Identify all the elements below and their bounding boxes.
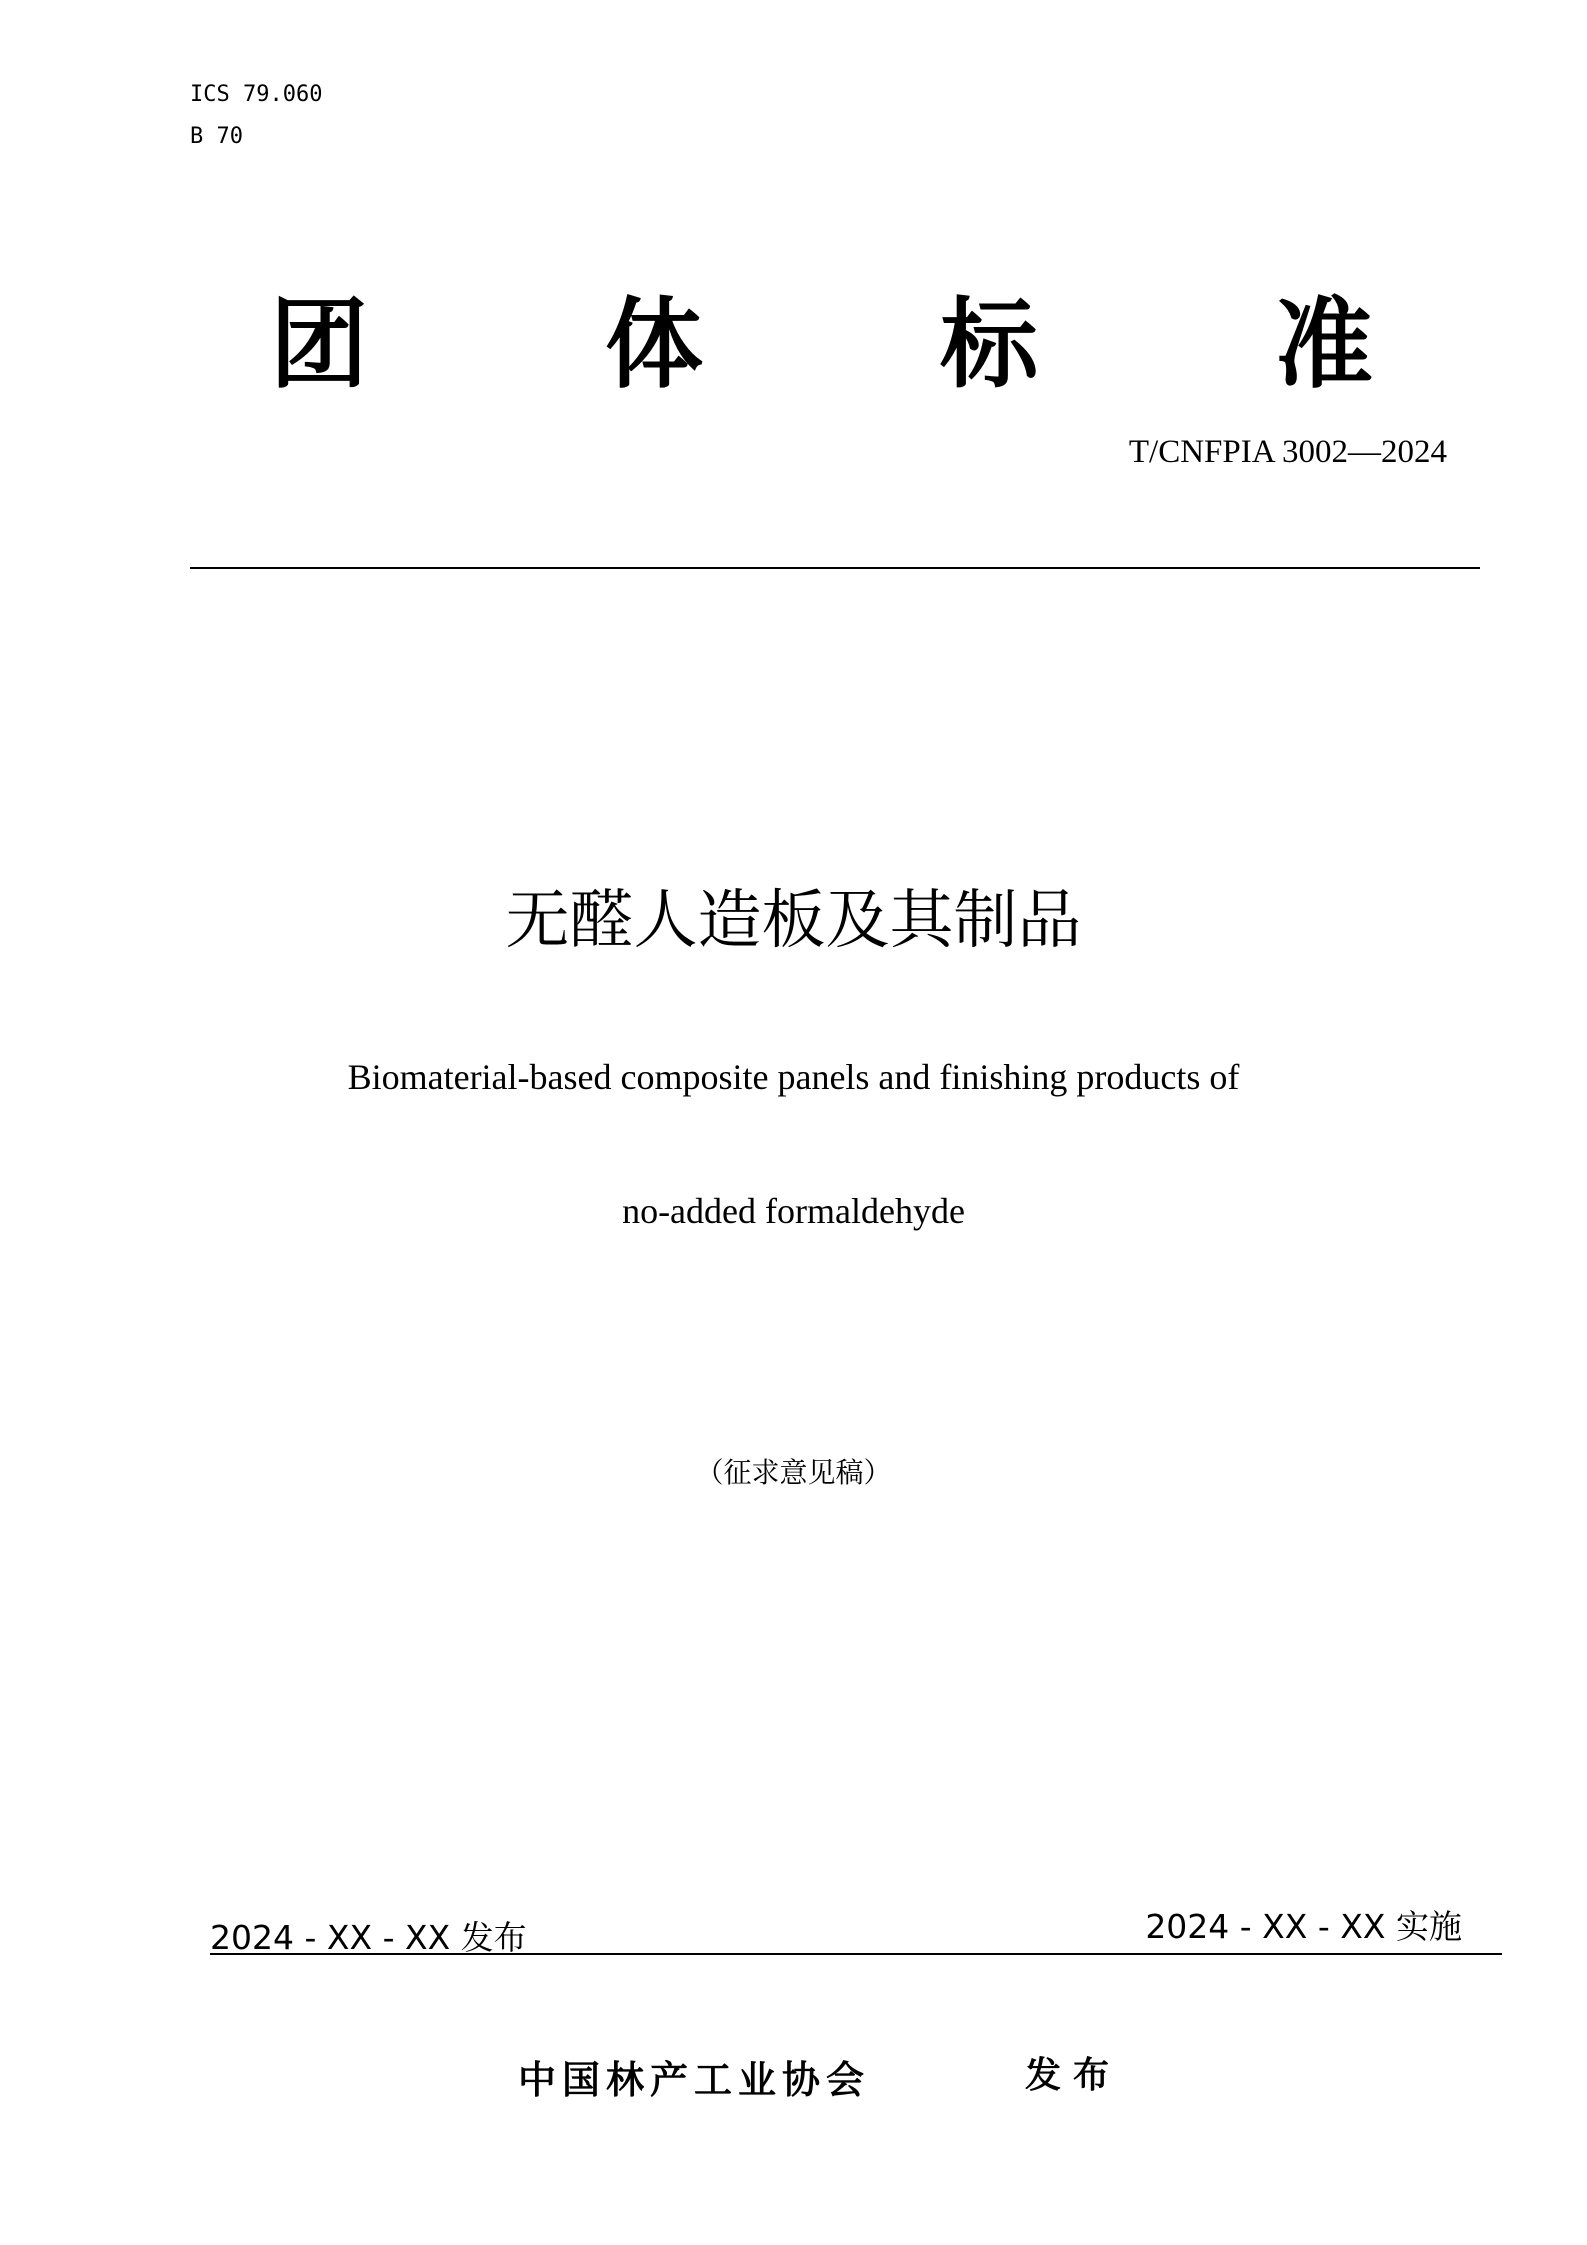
category-char-4: 准 — [1275, 288, 1374, 402]
category-char-1: 团 — [270, 288, 369, 402]
implementation-date: 2024 - XX - XX 实施 — [1145, 1907, 1462, 1946]
category-char-2: 体 — [605, 288, 704, 402]
ics-code: ICS 79.060 — [190, 82, 323, 107]
standard-number: T/CNFPIA 3002—2024 — [1128, 434, 1447, 470]
ccs-code: B 70 — [190, 124, 243, 149]
footer-divider — [210, 1953, 1502, 1955]
publisher-name: 中国林产工业协会 — [518, 2058, 871, 2102]
publish-label: 发布 — [1025, 2055, 1122, 2096]
draft-status: （征求意见稿） — [695, 1456, 892, 1489]
issue-date: 2024 - XX - XX 发布 — [210, 1918, 527, 1957]
header-divider — [190, 567, 1480, 569]
chinese-title: 无醛人造板及其制品 — [505, 884, 1082, 958]
english-title-line-1: Biomaterial-based composite panels and finishing products of — [347, 1057, 1240, 1097]
category-char-3: 标 — [940, 288, 1039, 402]
english-title-line-2: no-added formaldehyde — [622, 1191, 965, 1231]
